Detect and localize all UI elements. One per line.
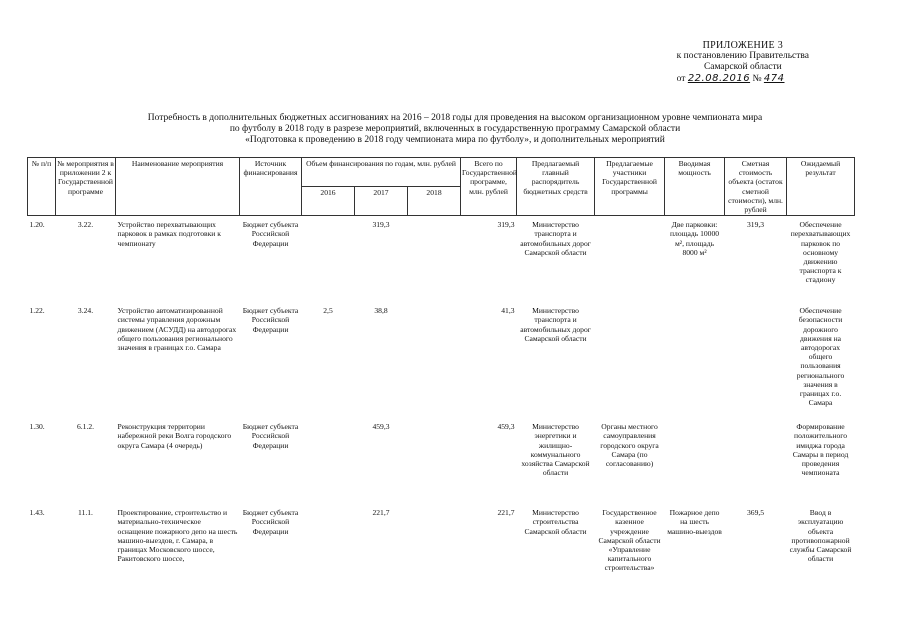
appendix-block <box>677 40 809 85</box>
table-row <box>28 302 855 418</box>
cell-distributor: Министерство транспорта и автомобильных дорог Самарской области <box>520 220 591 257</box>
cell-num: 1.30. <box>29 422 45 432</box>
cell-2018 <box>408 302 461 418</box>
col-header-program-num: № мероприятия в приложении 2 к Государственной программе <box>56 158 116 216</box>
date-value: 22.08.2016 <box>687 73 751 84</box>
cell-num: 1.22. <box>29 306 45 316</box>
cell-capacity <box>665 418 725 504</box>
cell-program-num: 6.1.2. <box>76 422 95 432</box>
cell-2018 <box>408 418 461 504</box>
col-header-source: Источник финансирования <box>240 158 302 216</box>
col-header-name: Наименование мероприятия <box>116 158 240 216</box>
appendix-date-line <box>677 73 809 85</box>
cell-2017: 38,8 <box>374 306 388 316</box>
cell-2017: 221,7 <box>372 508 390 518</box>
appendix-line2: к постановлению Правительства <box>676 51 809 61</box>
number-value: 474 <box>763 73 785 84</box>
cell-2017: 319,3 <box>372 220 390 230</box>
table-row <box>28 418 855 504</box>
cell-2017: 459,3 <box>372 422 390 432</box>
cell-num: 1.20. <box>29 220 45 230</box>
date-prefix: от <box>676 74 686 84</box>
cell-capacity: Две парковки: площадь 10000 м², площадь 8000 м² <box>669 220 720 257</box>
cell-result: Ввод в эксплуатацию объекта противопожарной службы Самарской области <box>789 508 852 564</box>
col-header-result: Ожидаемый результат <box>787 158 855 216</box>
col-header-num: № п/п <box>28 158 56 216</box>
cell-2018 <box>408 504 461 604</box>
cell-distributor: Министерство строительства Самарской области <box>524 508 587 536</box>
cell-program-num: 3.24. <box>77 306 94 316</box>
cell-2018 <box>408 216 461 302</box>
table-row <box>28 216 855 302</box>
cell-estimate <box>725 302 787 418</box>
cell-total: 459,3 <box>497 422 515 432</box>
funding-table <box>27 157 855 604</box>
col-header-2016: 2016 <box>302 187 355 216</box>
cell-estimate: 369,5 <box>746 508 765 518</box>
cell-distributor: Министерство энергетики и жилищно-коммунального хозяйства Самарской области <box>521 422 590 478</box>
cell-num: 1.43. <box>29 508 45 518</box>
cell-total: 221,7 <box>497 508 515 518</box>
cell-distributor: Министерство транспорта и автомобильных дорог Самарской области <box>520 306 591 343</box>
cell-name: Устройство автоматизированной системы управления дорожным движением (АСУДД) на автодорогах общего пользования регионального значения в границах г.о. Самара <box>117 306 237 353</box>
cell-result: Обеспечение безопасности дорожного движения на автодорогах общего пользования регионального значения в границах г.о. Самара <box>796 306 845 408</box>
appendix-title: ПРИЛОЖЕНИЕ 3 <box>702 40 784 51</box>
table-row <box>28 504 855 604</box>
col-header-2017: 2017 <box>355 187 408 216</box>
col-header-total: Всего по Государственной программе, млн. рублей <box>461 158 517 216</box>
cell-total: 319,3 <box>497 220 515 230</box>
cell-name: Проектирование, строительство и материально-техническое оснащение пожарного депо на шесть машино-выездов, г. Самара, в границах Московского шоссе, Ракитовского шоссе, <box>117 508 238 564</box>
col-header-participants: Предлагаемые участники Государственной программы <box>595 158 665 216</box>
cell-name: Устройство перехватывающих парковок в рамках подготовки к чемпионату <box>117 220 221 248</box>
cell-2016: 2,5 <box>323 306 333 316</box>
appendix-line3: Самарской области <box>703 62 782 72</box>
cell-capacity: Пожарное депо на шесть машино-выездов <box>667 508 722 536</box>
cell-source: Бюджет субъекта Российской Федерации <box>242 220 299 248</box>
cell-estimate <box>725 418 787 504</box>
cell-participants: Органы местного самоуправления городского округа Самара (по согласованию) <box>600 422 659 469</box>
cell-program-num: 11.1. <box>78 508 93 518</box>
cell-result: Обеспечение перехватывающих парковок по основному движению транспорта к стадиону <box>790 220 851 285</box>
header-row-1 <box>28 158 855 187</box>
col-header-capacity: Вводимая мощность <box>665 158 725 216</box>
col-header-volume: Объем финансирования по годам, млн. рублей <box>302 158 461 187</box>
col-header-distributor: Предлагаемый главный распорядитель бюджетных средств <box>517 158 595 216</box>
cell-total: 41,3 <box>501 306 515 316</box>
cell-program-num: 3.22. <box>77 220 94 230</box>
cell-source: Бюджет субъекта Российской Федерации <box>242 508 299 536</box>
cell-name: Реконструкция территории набережной реки Волга городского округа Самара (4 очередь) <box>117 422 232 450</box>
title-line-1: Потребность в дополнительных бюджетных ассигнованиях на 2016 – 2018 годы для проведения на высоком организационном уровне чемпионата мира <box>147 113 763 123</box>
title-line-3: «Подготовка к проведению в 2018 году чемпионата мира по футболу», и дополнительных мероприятий <box>245 135 665 145</box>
cell-source: Бюджет субъекта Российской Федерации <box>242 306 299 334</box>
cell-2016 <box>302 216 355 302</box>
cell-estimate: 319,3 <box>746 220 765 230</box>
title-line-2: по футболу в 2018 году в разрезе мероприятий, включенных в государственную программу Самарской области <box>229 124 681 134</box>
cell-participants: Государственное казенное учреждение Самарской области «Управление капитального строительства» <box>598 508 661 573</box>
cell-result: Формирование положительного имиджа города Самары в период проведения чемпионата <box>792 422 849 478</box>
col-header-2018: 2018 <box>408 187 461 216</box>
cell-capacity <box>665 302 725 418</box>
funding-table-wrap <box>27 157 854 604</box>
cell-source: Бюджет субъекта Российской Федерации <box>242 422 299 450</box>
cell-2016 <box>302 504 355 604</box>
col-header-estimate: Сметная стоимость объекта (остаток сметной стоимости), млн. рублей <box>725 158 787 216</box>
document-title <box>60 113 850 146</box>
cell-participants <box>595 302 665 418</box>
cell-participants <box>595 216 665 302</box>
cell-2016 <box>302 418 355 504</box>
number-prefix: № <box>752 74 762 84</box>
